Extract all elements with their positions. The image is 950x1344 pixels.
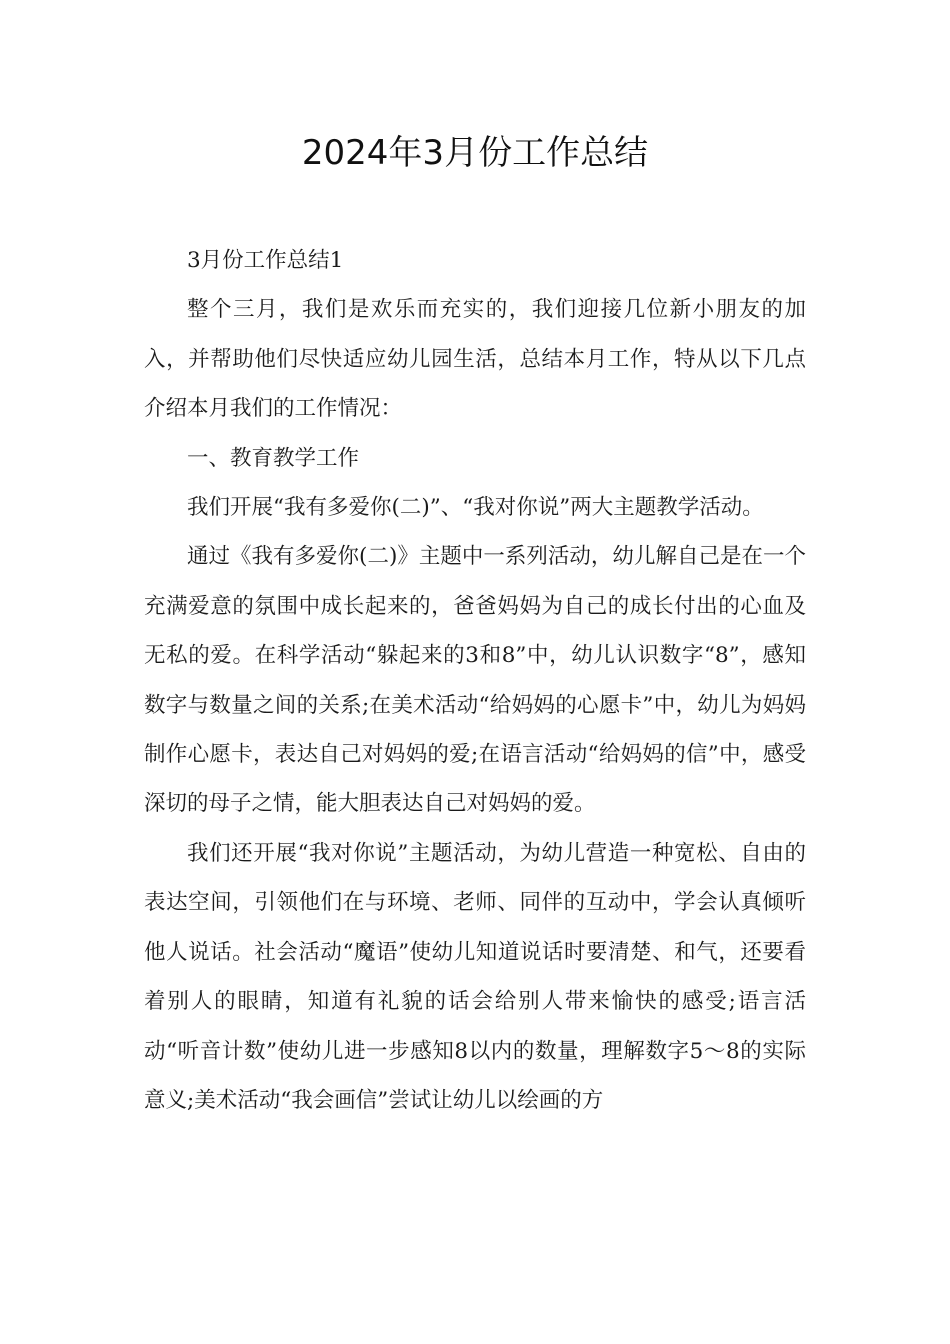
section-heading: 3月份工作总结1: [187, 248, 344, 273]
document-body: [144, 236, 806, 1125]
subsection-heading: 一、教育教学工作: [187, 445, 360, 471]
paragraph: 整个三月，我们是欢乐而充实的，我们迎接几位新小朋友的加入，并帮助他们尽快适应幼儿园生活，总结本月工作，特从以下几点介绍本月我们的工作情况：: [144, 297, 806, 422]
document-title: 2024年3月份工作总结: [301, 133, 649, 173]
paragraph: 我们开展“我有多爱你(二)”、“我对你说”两大主题教学活动。: [187, 495, 764, 521]
paragraph: 通过《我有多爱你(二)》主题中一系列活动，幼儿解自己是在一个充满爱意的氛围中成长起来的，爸爸妈妈为自己的成长付出的心血及无私的爱。在科学活动“躲起来的3和8”中，幼儿认识数字“8”，感知数字与数量之间的关系;在美术活动“给妈妈的心愿卡”中，幼儿为妈妈制作心愿卡，表达自己对妈妈的爱;在语言活动“给妈妈的信”中，感受深切的母子之情，能大胆表达自己对妈妈的爱。: [144, 544, 806, 817]
paragraph: 我们还开展“我对你说”主题活动，为幼儿营造一种宽松、自由的表达空间，引领他们在与环境、老师、同伴的互动中，学会认真倾听他人说话。社会活动“魔语”使幼儿知道说话时要清楚、和气，还要看着别人的眼睛，知道有礼貌的话会给别人带来愉快的感受;语言活动“听音计数”使幼儿进一步感知8以内的数量，理解数字5～8的实际意义;美术活动“我会画信”尝试让幼儿以绘画的方: [144, 840, 806, 1113]
